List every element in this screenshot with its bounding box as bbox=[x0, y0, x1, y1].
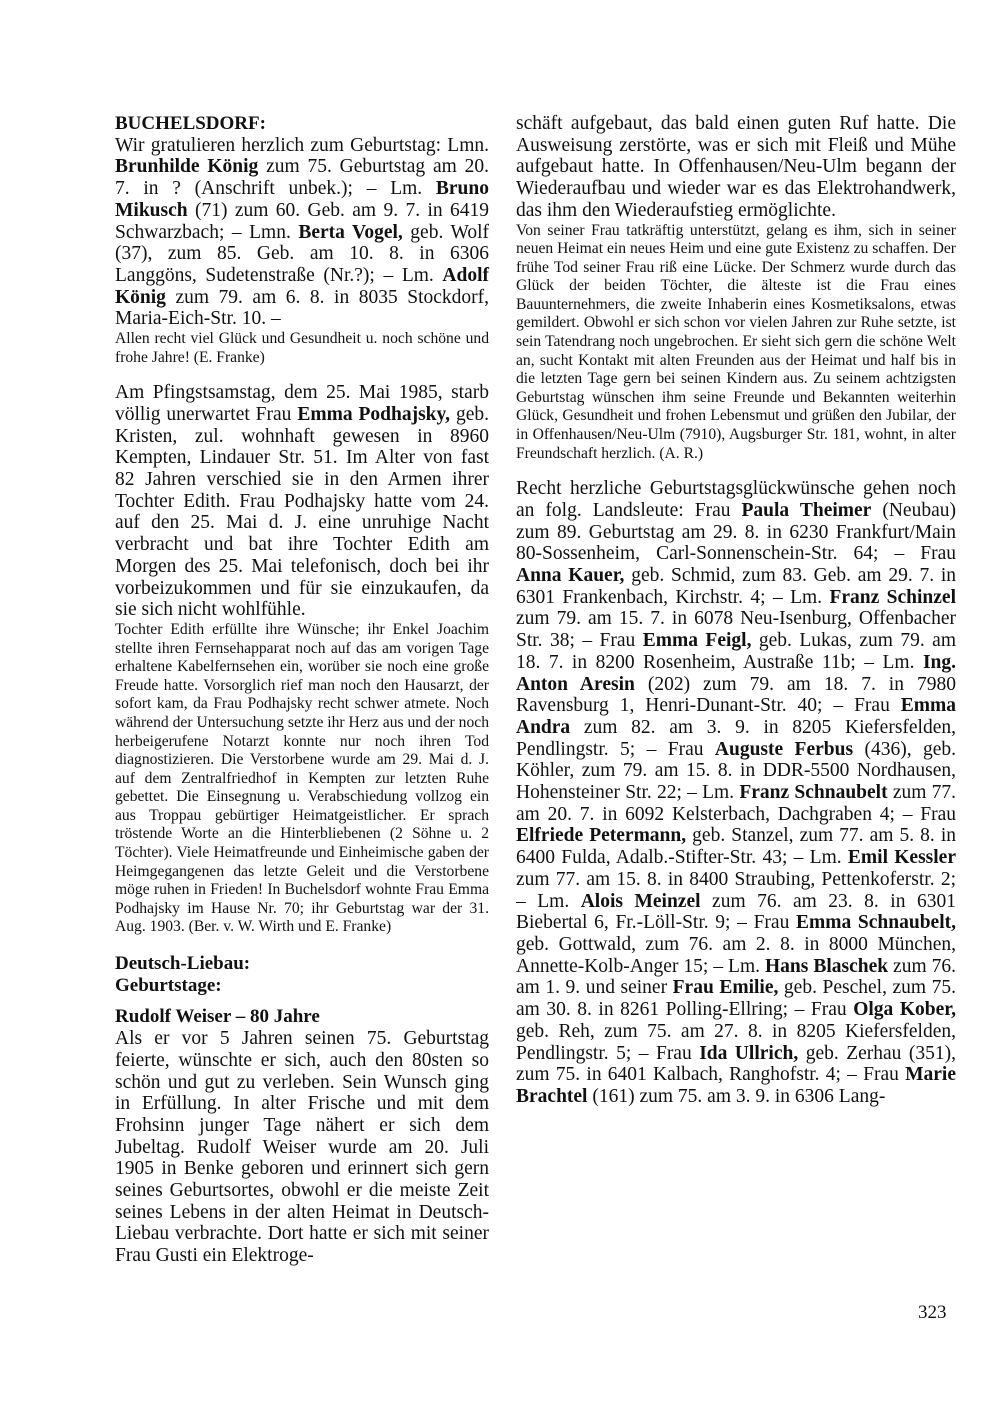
text-run: zum 82. am 3. 9. in 8205 Kiefersfelden, Pendlingstr. 5; – Frau bbox=[516, 716, 956, 760]
bold-name: Auguste Ferbus bbox=[714, 738, 854, 760]
weiser-article-continued bbox=[516, 113, 956, 222]
bold-name: Brunhilde König bbox=[115, 156, 259, 178]
obituary-paragraph bbox=[115, 382, 489, 621]
text-run: (71) zum 60. Geb. am 9. 7. in 6419 Schwarzbach; – Lmn. bbox=[115, 199, 489, 243]
bold-name: Ida Ullrich, bbox=[699, 1042, 799, 1064]
bold-name: Ing. Anton Aresin bbox=[516, 651, 956, 695]
text-run: Als er vor 5 Jahren seinen 75. Geburtstag feierte, wünschte er sich, auch den 80sten so schön und gut zu verleben. Sein Wunsch ging in Erfüllung. In alter Frische und mit dem Frohsinn junger Tage nähert er sich dem Jubeltag. Rudolf Weiser wurde am 20. Juli 1905 in Benke geboren und erinnert sich gern seines Geburtsortes, obwohl er die meiste Zeit seines Lebens in der alten Heimat in Deutsch-Liebau verbrachte. Dort hatte er sich mit seiner Frau Gusti ein Elektroge- bbox=[115, 1028, 489, 1267]
bold-name: Marie Brachtel bbox=[516, 1064, 956, 1107]
text-run: Allen recht viel Glück und Gesundheit u. noch schöne und frohe Jahre! (E. Franke) bbox=[115, 330, 489, 366]
subheading-geburtstage: Geburtstage: bbox=[115, 974, 222, 996]
text-run: zum 77. am 15. 8. in 8400 Straubing, Pettenkoferstr. 2; – Lm. bbox=[516, 868, 956, 912]
text-run: zum 76. am 1. 9. und seiner bbox=[516, 955, 956, 999]
text-run: Recht herzliche Geburtstagsglückwünsche gehen noch an folg. Landsleute: Frau bbox=[516, 478, 956, 521]
text-run: (436), geb. Köhler, zum 79. am 15. 8. in DDR-5500 Nordhausen, Hohensteiner Str. 22; – Lm. bbox=[516, 738, 956, 804]
section-heading-deutsch-liebau: Deutsch-Liebau: bbox=[115, 953, 251, 975]
section-heading-buchelsdorf: BUCHELSDORF: bbox=[115, 113, 266, 134]
text-run: zum 79. am 15. 7. in 6078 Neu-Isenburg, Offenbacher Str. 38; – Frau bbox=[516, 608, 956, 652]
bold-name: Berta Vogel, bbox=[298, 221, 403, 243]
text-run: geb. Stanzel, zum 77. am 5. 8. in 6400 Fulda, Adalb.-Stifter-Str. 43; – Lm. bbox=[516, 825, 956, 869]
bold-name: Alois Meinzel bbox=[580, 890, 701, 912]
text-run: geb. Gottwald, zum 76. am 2. 8. in 8000 München, Annette-Kolb-Anger 15; – Lm. bbox=[516, 934, 956, 977]
text-run: zum 79. am 6. 8. in 8035 Stockdorf, Maria-Eich-Str. 10. – bbox=[115, 286, 489, 330]
bold-name: Paula Theimer bbox=[741, 499, 872, 521]
bold-name: Emma Schnaubelt, bbox=[796, 912, 956, 934]
text-run: geb. Peschel, zum 75. am 30. 8. in 8261 Polling-Ellring; – Frau bbox=[516, 977, 956, 1021]
article-heading-weiser: Rudolf Weiser – 80 Jahre bbox=[115, 1006, 320, 1028]
text-run: geb. Kristen, zul. wohnhaft gewesen in 8960 Kempten, Lindauer Str. 51. Im Alter von fast 82 Jahren verschied sie in den Armen ihrer Tochter Edith. Frau Podhajsky hatte vom 24. auf den 25. Mai d. J. eine unruhige Nacht verbracht und bat ihre Tochter Edith am Morgen des 25. Mai telefonisch, doch bei ihr vorbeizukommen und für sie einzukaufen, da sie sich nicht wohlfühle. bbox=[115, 403, 489, 621]
bold-name: Franz Schnaubelt bbox=[739, 782, 888, 804]
birthday-list-paragraph bbox=[516, 478, 956, 1107]
weiser-article-detail bbox=[516, 222, 956, 464]
bold-name: Olga Kober, bbox=[853, 999, 957, 1021]
text-run: (202) zum 79. am 18. 7. in 7980 Ravensburg 1, Henri-Dunant-Str. 40; – Frau bbox=[516, 673, 956, 717]
text-run: geb. Wolf (37), zum 85. Geb. am 10. 8. in 6306 Langgöns, Sudetenstraße (Nr.?); – Lm. bbox=[115, 221, 489, 286]
text-run: zum 77. am 20. 7. in 6092 Kelsterbach, Dachgraben 4; – Frau bbox=[516, 782, 956, 825]
weiser-article-paragraph bbox=[115, 1028, 489, 1267]
text-run: geb. Reh, zum 75. am 27. 8. in 8205 Kiefersfelden, Pendlingstr. 5; – Frau bbox=[516, 1020, 956, 1064]
page-number: 323 bbox=[918, 1302, 947, 1323]
text-run: schäft aufgebaut, das bald einen guten Ruf hatte. Die Ausweisung zerstörte, was er sich mit Fleiß und Mühe aufgebaut hatte. In Offenhausen/Neu-Ulm begann der Wiederaufbau und wieder war es das Elektrohandwerk, das ihm den Wiederaufstieg ermöglichte. bbox=[516, 113, 956, 221]
text-run: geb. Schmid, zum 83. Geb. am 29. 7. in 6301 Frankenbach, Kirchstr. 4; – Lm. bbox=[516, 565, 956, 608]
text-run: geb. Zerhau (351), zum 75. in 6401 Kalbach, Ranghofstr. 4; – Frau bbox=[516, 1042, 956, 1086]
bold-name: Franz Schinzel bbox=[829, 586, 957, 608]
bold-name: Frau Emilie, bbox=[672, 977, 779, 999]
bold-name: Emma Andra bbox=[516, 695, 956, 738]
right-column bbox=[516, 113, 956, 1108]
text-run: zum 76. am 23. 8. in 6301 Biebertal 6, Fr.-Löll-Str. 9; – Frau bbox=[516, 890, 956, 934]
bold-name: Bruno Mikusch bbox=[115, 178, 489, 221]
closing-wishes-paragraph bbox=[115, 330, 489, 367]
text-run: Von seiner Frau tatkräftig unterstützt, gelang es ihm, sich in seiner neuen Heimat ein neues Heim und eine gute Existenz zu schaffen. Der frühe Tod seiner Frau riß eine Lücke. Der Schmerz wurde durch das Glück der beiden Töchter, die älteste ist die Frau eines Bauunternehmers, die zweite Inhaberin eines Kosmetiksalons, etwas gemildert. Obwohl er sich schon vor vielen Jahren zur Ruhe setzte, ist sein Tatendrang noch ungebrochen. Er sieht sich gern die schöne Welt an, sucht Kontakt mit alten Freunden aus der Heimat und half bis in die letzten Tage gern bei seinen Kindern aus. Zu seinem achtzigsten Geburtstag wünschen ihm seine Freunde und Bekannten weiterhin Glück, Gesundheit und frohen Lebensmut und grüßen den Jubilar, der in Offenhausen/Neu-Ulm (7910), Augsburger Str. 181, wohnt, in alter Freundschaft herzlich. (A. R.) bbox=[516, 221, 956, 462]
text-run: geb. Lukas, zum 79. am 18. 7. in 8200 Rosenheim, Austraße 11b; – Lm. bbox=[516, 630, 956, 673]
birthday-greetings-paragraph bbox=[115, 135, 489, 330]
bold-name: Emma Podhajsky, bbox=[297, 403, 451, 425]
text-run: (Neubau) zum 89. Geburtstag am 29. 8. in 6230 Frankfurt/Main 80-Sossenheim, Carl-Sonnenschein-Str. 64; – Frau bbox=[516, 499, 956, 565]
text-run: zum 75. Geburtstag am 20. 7. in ? (Anschrift unbek.); – Lm. bbox=[115, 156, 489, 200]
left-column bbox=[115, 113, 489, 1267]
bold-name: Hans Blaschek bbox=[764, 955, 889, 977]
obituary-detail-paragraph bbox=[115, 621, 489, 937]
text-run: Am Pfingstsamstag, dem 25. Mai 1985, starb völlig unerwartet Frau bbox=[115, 382, 489, 425]
text-run: Wir gratulieren herzlich zum Geburtstag: Lmn. bbox=[115, 134, 489, 156]
bold-name: Adolf König bbox=[115, 264, 489, 308]
bold-name: Emil Kessler bbox=[847, 847, 956, 869]
text-run: Tochter Edith erfüllte ihre Wünsche; ihr Enkel Joachim stellte ihren Fernsehapparat noch auf das am vorigen Tage erhaltene Kabelfernsehen ein, worüber sie noch eine große Freude hatte. Vorsorglich rief man noch den Hausarzt, der sofort kam, da Frau Podhajsky recht schwer atmete. Noch während der Untersuchung setzte ihr Herz aus und der noch herbeigerufene Notarzt konnte nur noch ihren Tod diagnostizieren. Die Verstorbene wurde am 29. Mai d. J. auf dem Zentralfriedhof in Kempten zur letzten Ruhe gebettet. Die Einsegnung u. Verabschiedung vollzog ein aus Troppau gebürtiger Heimatgeistlicher. Er sprach tröstende Worte an die Hinterbliebenen (2 Söhne u. 2 Töchter). Viele Heimatfreunde und Einheimische gaben der Heimgegangenen das letzte Geleit und die Verstorbene möge ruhen in Frieden! In Buchelsdorf wohnte Frau Emma Podhajsky im Hause Nr. 70; ihr Geburtstag war der 31. Aug. 1903. (Ber. v. W. Wirth und E. Franke) bbox=[115, 620, 489, 936]
text-run: (161) zum 75. am 3. 9. in 6306 Lang- bbox=[587, 1085, 886, 1107]
bold-name: Elfriede Petermann, bbox=[516, 825, 687, 847]
bold-name: Anna Kauer, bbox=[516, 565, 625, 587]
bold-name: Emma Feigl, bbox=[642, 630, 752, 652]
